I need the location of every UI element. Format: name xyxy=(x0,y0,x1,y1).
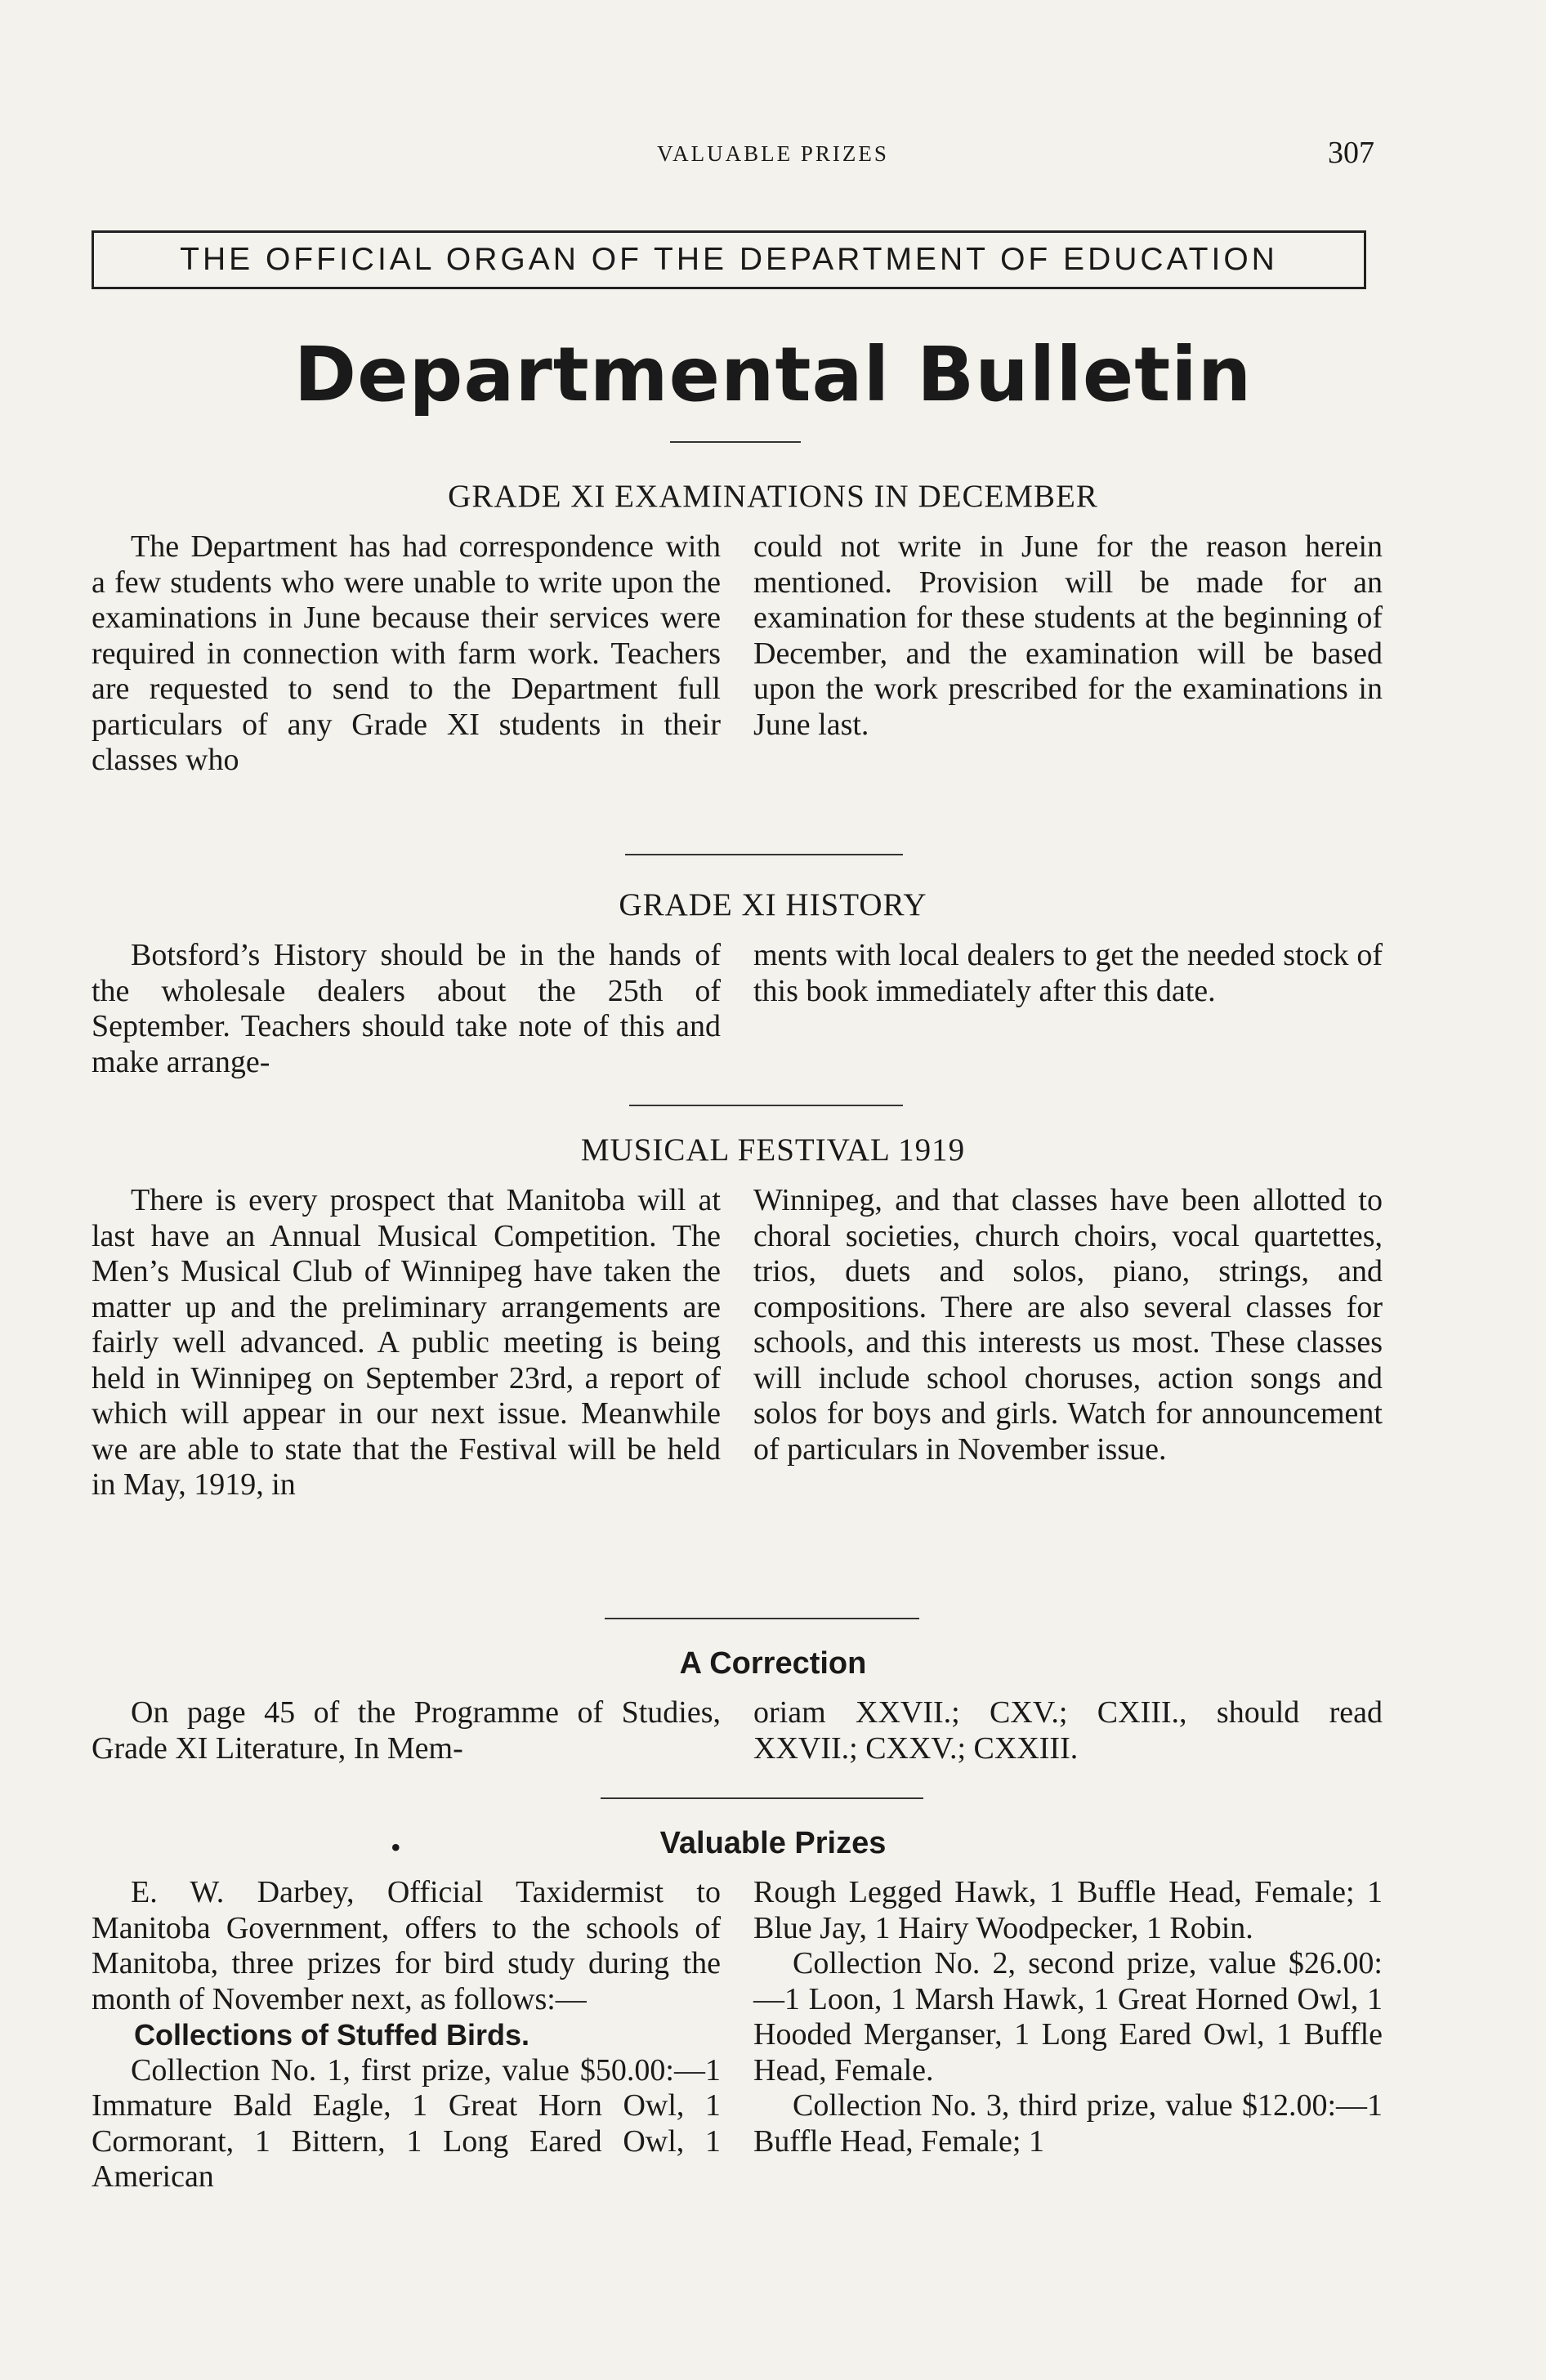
paragraph: Botsford’s History should be in the hands of the wholesale dealers about the 25th of September. Teachers should take note of this and make arrange- xyxy=(92,938,721,1079)
grade-xi-history-left-column xyxy=(92,938,721,1080)
subheading-stuffed-birds: Collections of Stuffed Birds. xyxy=(134,2018,530,2052)
paragraph: E. W. Darbey, Official Taxidermist to Manitoba Government, offers to the schools of Manitoba, three prizes for bird study during the month of November next, as follows:— xyxy=(92,1875,721,2016)
section-heading-musical-festival: MUSICAL FESTIVAL 1919 xyxy=(580,1132,966,1168)
paragraph: Collection No. 3, third prize, value $12.00:—1 Buffle Head, Female; 1 xyxy=(753,2088,1383,2159)
paragraph: The Department has had correspondence with a few students who were unable to write upon the examinations in June because their services were required in connection with farm work. Teachers are requested to send to the Department full particulars of any Grade XI students in their classes who xyxy=(92,529,721,777)
page-number: 307 xyxy=(1328,136,1374,170)
correction-left-column xyxy=(92,1695,721,1766)
section-heading-grade-xi-history: GRADE XI HISTORY xyxy=(619,887,927,922)
section-heading-correction: A Correction xyxy=(679,1646,867,1681)
section-rule xyxy=(605,1618,919,1619)
section-rule xyxy=(601,1797,923,1799)
paragraph: could not write in June for the reason herein mentioned. Provision will be made for an examination for these students at the beginning of December, and the examination will be based upon the work prescribed for the examinations in June last. xyxy=(753,529,1383,742)
grade-xi-exams-right-column xyxy=(753,529,1383,743)
musical-festival-left-column xyxy=(92,1183,721,1503)
section-heading-grade-xi-exams: GRADE XI EXAMINATIONS IN DECEMBER xyxy=(448,479,1098,514)
section-heading-valuable-prizes: Valuable Prizes xyxy=(659,1826,887,1860)
section-rule xyxy=(629,1105,903,1106)
valuable-prizes-right-column xyxy=(753,1875,1383,2159)
organ-banner xyxy=(92,230,1366,289)
running-head xyxy=(0,135,1546,170)
paragraph: oriam XXVII.; CXV.; CXIII., should read XXVII.; CXXV.; CXXIII. xyxy=(753,1695,1383,1766)
running-title: VALUABLE PRIZES xyxy=(657,141,889,166)
organ-banner-text: THE OFFICIAL ORGAN OF THE DEPARTMENT OF EDUCATION xyxy=(180,242,1278,277)
musical-festival-right-column xyxy=(753,1183,1383,1467)
bulletin-title: Departmental Bulletin xyxy=(293,331,1253,418)
section-rule xyxy=(625,854,903,855)
paragraph: Collection No. 2, second prize, value $26.00:—1 Loon, 1 Marsh Hawk, 1 Great Horned Owl, 1 Hooded Merganser, 1 Long Eared Owl, 1 Buffle Head, Female. xyxy=(753,1946,1383,2088)
grade-xi-history-right-column xyxy=(753,938,1383,1009)
paragraph: Rough Legged Hawk, 1 Buffle Head, Female; 1 Blue Jay, 1 Hairy Woodpecker, 1 Robin. xyxy=(753,1875,1383,1945)
paragraph: ments with local dealers to get the needed stock of this book immediately after this date. xyxy=(753,938,1383,1008)
grade-xi-exams-left-column xyxy=(92,529,721,779)
bullet-mark: • xyxy=(391,1831,401,1864)
title-rule xyxy=(670,441,801,443)
paragraph: On page 45 of the Programme of Studies, Grade XI Literature, In Mem- xyxy=(92,1695,721,1766)
paragraph: Collection No. 1, first prize, value $50.00:—1 Immature Bald Eagle, 1 Great Horn Owl, 1 Cormorant, 1 Bittern, 1 Long Eared Owl, 1 American xyxy=(92,2052,721,2194)
paragraph: Winnipeg, and that classes have been allotted to choral societies, church choirs, vocal quartettes, trios, duets and solos, piano, strings, and compositions. There are also several classes for schools, and this interests us most. These classes will include school choruses, action songs and solos for boys and girls. Watch for announcement of particulars in November issue. xyxy=(753,1183,1383,1467)
correction-right-column xyxy=(753,1695,1383,1766)
valuable-prizes-left-column xyxy=(92,1875,721,2195)
paragraph: There is every prospect that Manitoba will at last have an Annual Musical Competition. The Men’s Musical Club of Winnipeg have taken the matter up and the preliminary arrangements are fairly well advanced. A public meeting is being held in Winnipeg on September 23rd, a report of which will appear in our next issue. Meanwhile we are able to state that the Festival will be held in May, 1919, in xyxy=(92,1183,721,1502)
